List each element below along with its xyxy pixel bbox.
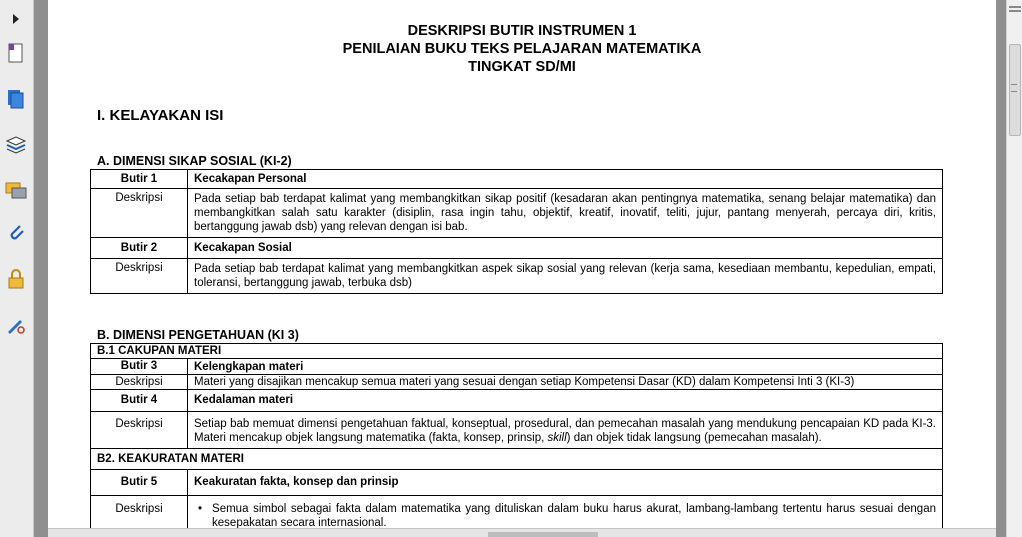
- table-row: [91, 470, 943, 496]
- row-text-italic: skill: [547, 432, 567, 444]
- table-sikap-sosial: [90, 169, 943, 294]
- row-text: Kedalaman materi: [188, 390, 943, 412]
- table-row: [91, 390, 943, 412]
- table-row: [91, 170, 943, 189]
- left-navigation-panel: [0, 0, 34, 537]
- list-item: [194, 502, 936, 528]
- row-text: Kecakapan Sosial: [188, 238, 943, 259]
- row-label: Deskripsi: [91, 412, 188, 449]
- lock-icon[interactable]: [4, 266, 28, 292]
- category-row: B2. KEAKURATAN MATERI: [91, 449, 943, 470]
- row-text-part: Setiap bab memuat dimensi pengetahuan faktual, konseptual, prosedural, dan pemecahan masalah yang mendukung pencapaian KD pada KI-3. Materi mencakup objek langsung matematika (fakta, konsep, prinsip,: [194, 418, 936, 444]
- row-text: Kecakapan Personal: [188, 170, 943, 189]
- table-row: [91, 496, 943, 529]
- row-text-part: ) dan objek tidak langsung (pemecahan masalah).: [566, 432, 822, 444]
- row-text: Kelengkapan materi: [188, 359, 943, 375]
- dimension-a-heading: A. DIMENSI SIKAP SOSIAL (KI-2): [97, 154, 292, 168]
- page-gutter-right: [996, 0, 1006, 537]
- row-label: Butir 2: [91, 238, 188, 259]
- row-label: Butir 3: [91, 359, 188, 375]
- row-text: Pada setiap bab terdapat kalimat yang membangkitkan aspek sikap sosial yang relevan (kerja sama, kesediaan membantu, kepedulian, empati, toleransi, bertanggung jawab, terbuka dsb): [188, 259, 943, 294]
- row-label: Butir 1: [91, 170, 188, 189]
- table-row: [91, 412, 943, 449]
- table-pengetahuan: [90, 343, 943, 528]
- row-label: Deskripsi: [91, 259, 188, 294]
- vertical-scrollbar[interactable]: [1006, 0, 1022, 537]
- table-row: [91, 375, 943, 390]
- doc-title-line-1: DESKRIPSI BUTIR INSTRUMEN 1: [407, 23, 637, 39]
- category-row: B.1 CAKUPAN MATERI: [91, 344, 943, 359]
- bullet-dot: •: [198, 503, 203, 515]
- doc-title-line-3: TINGKAT SD/MI: [468, 59, 576, 75]
- layers-icon[interactable]: [4, 132, 28, 158]
- section-heading: I. KELAYAKAN ISI: [97, 107, 224, 124]
- expand-panel-arrow-icon[interactable]: [4, 6, 28, 32]
- comments-icon[interactable]: [4, 178, 28, 204]
- row-text: [188, 412, 943, 449]
- table-row: [91, 259, 943, 294]
- page-thumbnails-icon[interactable]: [4, 40, 28, 66]
- page-gutter-left: [34, 0, 48, 537]
- bullet-text: Semua simbol sebagai fakta dalam matematika yang dituliskan dalam buku harus akurat, lambang-lambang tertentu harus sesuai dengan kesepakatan secara internasional.: [212, 503, 936, 528]
- split-handle[interactable]: [1009, 6, 1021, 12]
- signature-icon[interactable]: [4, 312, 28, 338]
- bottom-status-bar: [48, 528, 996, 537]
- row-label: Butir 5: [91, 470, 188, 496]
- pages-icon[interactable]: [4, 86, 28, 112]
- pdf-page: [48, 0, 996, 528]
- doc-title-line-2: PENILAIAN BUKU TEKS PELAJARAN MATEMATIKA: [342, 41, 702, 57]
- table-row: [91, 359, 943, 375]
- row-text: Materi yang disajikan mencakup semua materi yang sesuai dengan setiap Kompetensi Dasar (KD) dalam Kompetensi Inti 3 (KI-3): [188, 375, 943, 390]
- row-label: Butir 4: [91, 390, 188, 412]
- row-text: [188, 496, 943, 529]
- row-text: Pada setiap bab terdapat kalimat yang membangkitkan sikap positif (kesadaran akan pentingnya matematika, senang belajar matematika) dan membangkitkan salah satu karakter (disiplin, rasa ingin tahu, objektif, kreatif, inovatif, teliti, jujur, pantang menyerah, percaya diri, kritis, bertanggung jawab dsb) yang relevan dengan isi bab.: [188, 189, 943, 238]
- table-row: [91, 238, 943, 259]
- table-row: [91, 449, 943, 470]
- table-row: [91, 189, 943, 238]
- scroll-thumb-grip: [1011, 84, 1017, 92]
- dimension-b-heading: B. DIMENSI PENGETAHUAN (KI 3): [97, 328, 299, 342]
- row-label: Deskripsi: [91, 375, 188, 390]
- table-row: [91, 344, 943, 359]
- row-label: Deskripsi: [91, 496, 188, 529]
- row-label: Deskripsi: [91, 189, 188, 238]
- horizontal-scroll-segment[interactable]: [488, 532, 598, 537]
- attachment-icon[interactable]: [4, 220, 28, 246]
- row-text: Keakuratan fakta, konsep dan prinsip: [188, 470, 943, 496]
